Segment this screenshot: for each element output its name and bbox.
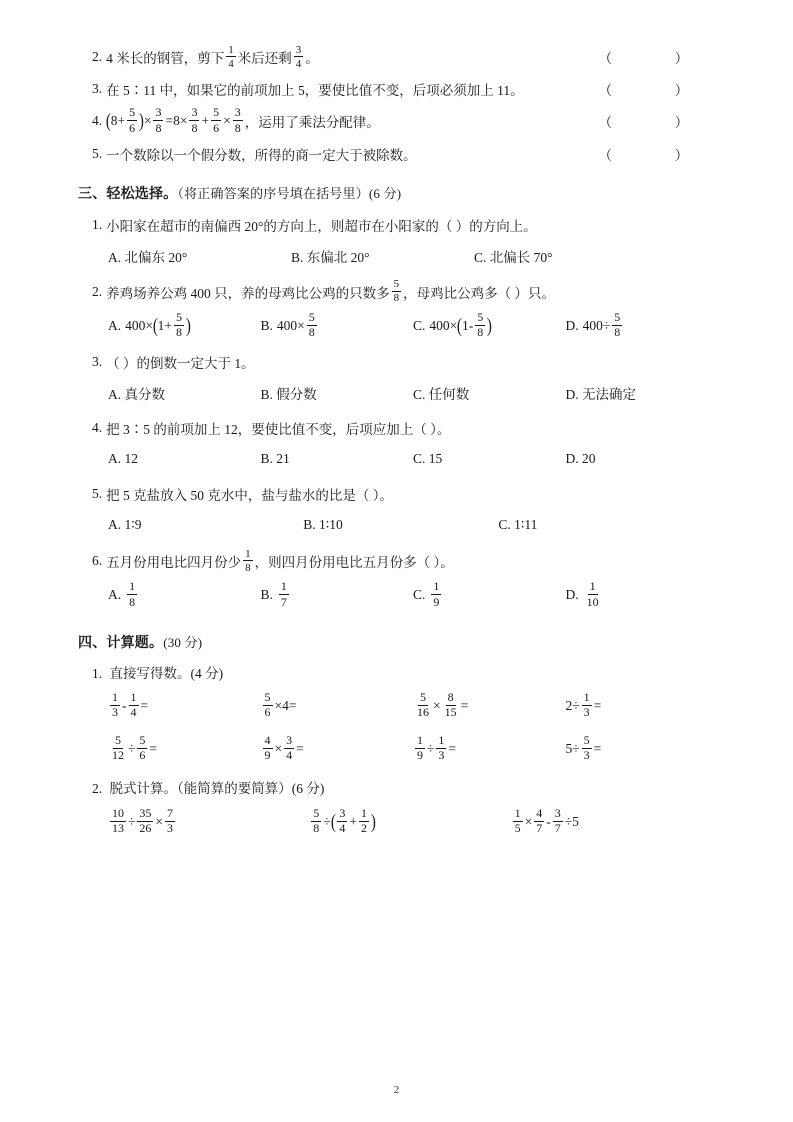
fraction-three-sevenths: $\frac{3}{7}$ — [554, 805, 561, 836]
option-d[interactable]: D. 20 — [565, 451, 596, 466]
option-a[interactable]: A. 400× ( 1+ $\frac{5}{8}$ ) — [108, 309, 191, 340]
fraction: $\frac{1}{8}$ — [129, 579, 136, 609]
fraction-denominator: 8 — [393, 292, 400, 305]
choice-question-1 — [78, 213, 718, 237]
option-a[interactable]: A. 1∶9 — [108, 517, 142, 532]
question-text-post: ，则四月份用电比五月份多（ ）。 — [254, 555, 454, 571]
fraction-denominator: 8 — [191, 120, 198, 135]
answer-blank-parentheses[interactable]: （ ） — [598, 51, 718, 67]
fraction-five-sixths: $\frac{5}{6}$ — [139, 732, 146, 763]
section-heading-choice — [78, 183, 718, 203]
item-number: 3. — [92, 80, 103, 96]
fraction: $\frac{1}{10}$ — [586, 579, 599, 609]
item-text-mid: 米后还剩 — [237, 51, 292, 67]
calc-exercise-row — [78, 807, 718, 836]
item-text-post: ，运用了乘法分配律。 — [244, 115, 380, 131]
fraction-eight-fifteenths: $\frac{8}{15}$ — [444, 690, 457, 720]
question-number: 4. — [92, 420, 103, 435]
section-title: 四、计算题。 — [78, 635, 164, 651]
calc-exercise-row — [78, 734, 718, 763]
calc-item[interactable] — [566, 734, 719, 763]
option-c[interactable]: C. 15 — [413, 451, 443, 466]
option-label: D. — [565, 587, 579, 603]
item-number: 5. — [92, 145, 103, 161]
fraction-one-eighth — [243, 548, 253, 575]
fraction-one-third: $\frac{1}{3}$ — [112, 690, 118, 720]
fraction-five-sixths-2 — [211, 106, 221, 135]
equals-sign: = — [593, 697, 602, 713]
question-text: 小阳家在超市的南偏西 20°的方向上，则超市在小阳家的（ ）的方向上。 — [106, 218, 537, 234]
fraction-numerator: 3 — [295, 43, 302, 56]
answer-blank-parentheses[interactable]: （ ） — [598, 147, 718, 163]
operand-8: 8+ — [110, 113, 126, 129]
option-b[interactable]: B. 假分数 — [260, 387, 317, 402]
divide-sign: ÷ — [128, 813, 136, 829]
option-b[interactable]: B. 400× $\frac{5}{8}$ — [260, 309, 315, 340]
option-label: A. — [108, 317, 122, 333]
fraction-numerator: 1 — [228, 43, 234, 56]
options-row — [78, 311, 718, 340]
times-sign: × — [524, 813, 533, 829]
option-label: D. — [565, 317, 579, 333]
question-text — [92, 44, 591, 71]
question-text: （ ）的倒数一定大于 1。 — [106, 356, 255, 371]
times-sign: × — [433, 697, 441, 713]
question-number: 2. — [92, 781, 103, 797]
times-sign: × — [274, 740, 283, 756]
fraction-seven-thirds: $\frac{7}{3}$ — [167, 805, 174, 836]
fraction-five-thirds: $\frac{5}{3}$ — [583, 732, 590, 763]
question-text: 直接写得数。(4 分) — [109, 665, 224, 681]
left-paren: ( — [105, 110, 111, 133]
section-heading-calculation — [78, 632, 718, 652]
fraction-one-third: $\frac{1}{3}$ — [583, 690, 590, 720]
times-sign: × — [155, 813, 164, 829]
question-text-post: ，母鸡比公鸡多（ ）只。 — [403, 285, 555, 301]
equals-sign: = — [140, 697, 149, 713]
minus-sign: - — [122, 697, 127, 713]
choice-question-3 — [78, 350, 718, 374]
equals-sign: = — [296, 740, 304, 756]
option-a[interactable]: A. 12 — [108, 451, 138, 466]
fraction-three-fourths — [294, 44, 304, 71]
fraction: $\frac{1}{7}$ — [280, 579, 287, 609]
question-text-pre: 五月份用电比四月份少 — [106, 555, 242, 571]
option-b[interactable]: B. 21 — [260, 451, 290, 466]
right-paren: ) — [370, 810, 376, 833]
equals-sign: = — [460, 697, 469, 713]
divide-sign: ÷ — [323, 813, 331, 829]
option-a[interactable]: A. 真分数 — [108, 387, 165, 402]
fraction-numerator: 3 — [234, 105, 241, 120]
calc-item[interactable] — [108, 692, 261, 721]
two-divide: 2÷ — [565, 697, 580, 713]
fraction-five-eighths: $\frac{5}{8}$ — [308, 309, 315, 340]
fraction-three-eighths-3 — [233, 106, 243, 135]
options-row — [78, 446, 718, 472]
calc-item[interactable] — [413, 692, 566, 721]
option-b[interactable]: B. 东偏北 20° — [291, 249, 370, 265]
calc-item[interactable] — [511, 807, 712, 836]
item-number: 4. — [92, 113, 103, 129]
fraction-denominator: 6 — [129, 120, 136, 135]
calc-exercise-row — [78, 692, 718, 721]
true-false-item — [78, 141, 718, 167]
option-label: B. — [260, 317, 273, 333]
options-row — [78, 243, 718, 269]
option-c[interactable]: C. 北偏长 70° — [474, 249, 553, 265]
question-text-pre: 养鸡场养公鸡 400 只，养的母鸡比公鸡的只数多 — [106, 285, 390, 301]
fraction-five-eighths: $\frac{5}{8}$ — [176, 309, 183, 340]
fraction-denominator: 6 — [213, 120, 220, 135]
equals-sign: = — [593, 740, 602, 756]
question-number: 1. — [92, 665, 103, 681]
option-c[interactable]: C. 400× ( 1- $\frac{5}{8}$ ) — [413, 309, 493, 340]
answer-blank-parentheses[interactable]: （ ） — [598, 82, 718, 98]
choice-question-6 — [78, 548, 718, 575]
question-text: 把 3∶5 的前项加上 12，要使比值不变，后项应加上（ ）。 — [106, 422, 451, 437]
divide-sign: ÷ — [128, 740, 136, 756]
option-a[interactable] — [108, 581, 261, 610]
equals-sign: =8× — [165, 113, 188, 129]
true-false-item — [78, 44, 718, 71]
question-text — [92, 79, 591, 99]
equals-sign: = — [149, 740, 158, 756]
left-paren: ( — [457, 314, 463, 337]
question-number: 3. — [92, 354, 103, 369]
item-text-post: 。 — [305, 51, 319, 67]
plus-sign: + — [201, 113, 210, 129]
question-text — [92, 107, 591, 136]
option-d[interactable]: D. 无法确定 — [565, 387, 636, 402]
fraction-one-half: $\frac{1}{2}$ — [361, 805, 368, 836]
item-text: 在 5∶11 中，如果它的前项加上 5，要使比值不变，后项必须加上 11。 — [106, 82, 524, 98]
question-text: 把 5 克盐放入 50 克水中，盐与盐水的比是（ ）。 — [106, 488, 393, 503]
fraction: $\frac{1}{9}$ — [433, 579, 440, 609]
fraction-five-eighths: $\frac{5}{8}$ — [313, 805, 320, 836]
fraction-numerator: 3 — [155, 105, 162, 120]
option-label: C. — [413, 317, 426, 333]
choice-question-4 — [78, 416, 718, 440]
fraction-denominator: 8 — [234, 120, 241, 135]
choice-question-5 — [78, 482, 718, 506]
fraction-one-third: $\frac{1}{3}$ — [438, 732, 445, 763]
equals-sign: = — [448, 740, 457, 756]
math-expression — [106, 107, 245, 136]
divide-five: ÷5 — [564, 813, 579, 829]
fraction-three-eighths-2 — [189, 106, 199, 135]
question-text — [92, 144, 591, 164]
option-c[interactable] — [413, 581, 566, 610]
question-number: 1. — [92, 216, 103, 232]
answer-blank-parentheses[interactable]: （ ） — [598, 115, 718, 131]
page-number: 2 — [393, 1084, 400, 1096]
option-label: B. — [260, 587, 273, 603]
right-paren: ) — [487, 314, 493, 337]
right-paren: ) — [185, 314, 191, 337]
fraction-one-fourth — [226, 44, 236, 71]
calc-item[interactable] — [108, 807, 309, 836]
option-c[interactable]: C. 任何数 — [413, 387, 470, 402]
option-d[interactable]: D. 400÷ $\frac{5}{8}$ — [565, 309, 621, 340]
true-false-item — [78, 107, 718, 136]
fraction-ten-thirteenths: $\frac{10}{13}$ — [112, 805, 124, 836]
question-number: 6. — [92, 553, 103, 569]
page-content — [78, 44, 718, 836]
fraction-numerator: 5 — [393, 278, 400, 290]
fraction-five-eighths: $\frac{5}{8}$ — [477, 309, 484, 340]
fraction-denominator: 4 — [228, 57, 234, 70]
fraction-denominator: 8 — [245, 561, 251, 574]
calc-item[interactable] — [566, 692, 719, 721]
times-four: ×4= — [274, 697, 297, 713]
option-c[interactable]: C. 1∶11 — [498, 517, 538, 532]
section-note: （将正确答案的序号填在括号里）(6 分) — [177, 185, 402, 201]
option-b[interactable] — [261, 581, 414, 610]
five-divide: 5÷ — [565, 740, 580, 756]
choice-question-2 — [78, 279, 718, 306]
fraction-numerator: 5 — [213, 105, 220, 120]
times-sign-2: × — [223, 113, 231, 129]
fraction-three-eighths — [153, 106, 163, 135]
options-row — [78, 380, 718, 406]
left-paren: ( — [152, 314, 158, 337]
calc-item[interactable] — [413, 734, 566, 763]
question-number: 2. — [92, 283, 103, 299]
calc-item[interactable] — [261, 734, 414, 763]
times-sign: × — [143, 113, 152, 129]
plus-sign: + — [349, 813, 358, 829]
section-note: (30 分) — [163, 634, 203, 650]
fraction-numerator: 5 — [129, 105, 136, 120]
fraction-five-sixths — [127, 106, 137, 135]
option-label: C. — [413, 587, 426, 603]
fraction-thirtyfive-twentysixths: $\frac{35}{26}$ — [139, 805, 152, 836]
divide-sign: ÷ — [427, 740, 435, 756]
calc-item[interactable] — [261, 692, 414, 721]
item-text-pre: 4 米长的钢管，剪下 — [106, 51, 225, 67]
right-paren: ) — [139, 110, 145, 133]
fraction-denominator: 8 — [155, 120, 162, 135]
options-row — [78, 512, 718, 538]
question-text: 脱式计算。（能简算的要简算）(6 分) — [109, 781, 325, 797]
fraction-five-eighths: $\frac{5}{8}$ — [614, 309, 621, 340]
option-label: A. — [108, 587, 122, 603]
fraction-three-fourths: $\frac{3}{4}$ — [339, 805, 346, 836]
fraction-one-fifth: $\frac{1}{5}$ — [514, 805, 521, 836]
fraction-five-sixteenths: $\frac{5}{16}$ — [417, 690, 429, 720]
left-paren: ( — [330, 810, 336, 833]
section-title: 三、轻松选择。 — [78, 186, 178, 202]
calc-subquestion-2 — [78, 777, 718, 797]
options-row — [78, 581, 718, 610]
fraction-five-eighths — [392, 278, 402, 305]
fraction-one-fourth: $\frac{1}{4}$ — [130, 690, 137, 720]
item-number: 2. — [92, 49, 103, 65]
option-b[interactable]: B. 1∶10 — [303, 517, 343, 532]
option-a[interactable]: A. 北偏东 20° — [108, 249, 188, 265]
fraction-three-fourths: $\frac{3}{4}$ — [286, 732, 293, 763]
calc-item[interactable] — [309, 807, 510, 836]
fraction-one-ninth: $\frac{1}{9}$ — [417, 732, 423, 763]
fraction-five-sixths: $\frac{5}{6}$ — [264, 690, 271, 720]
question-number: 5. — [92, 486, 103, 501]
fraction-denominator: 4 — [295, 57, 302, 70]
fraction-numerator: 1 — [245, 547, 251, 560]
true-false-item — [78, 76, 718, 102]
fraction-four-ninths: $\frac{4}{9}$ — [264, 732, 271, 763]
fraction-numerator: 3 — [191, 105, 198, 120]
calc-item[interactable] — [108, 734, 261, 763]
minus-sign: - — [546, 813, 551, 829]
calc-subquestion-1 — [78, 662, 718, 682]
item-text: 一个数除以一个假分数，所得的商一定大于被除数。 — [106, 147, 417, 163]
fraction-four-sevenths: $\frac{4}{7}$ — [536, 805, 543, 836]
option-d[interactable] — [566, 581, 719, 610]
fraction-five-twelfths: $\frac{5}{12}$ — [112, 732, 124, 763]
